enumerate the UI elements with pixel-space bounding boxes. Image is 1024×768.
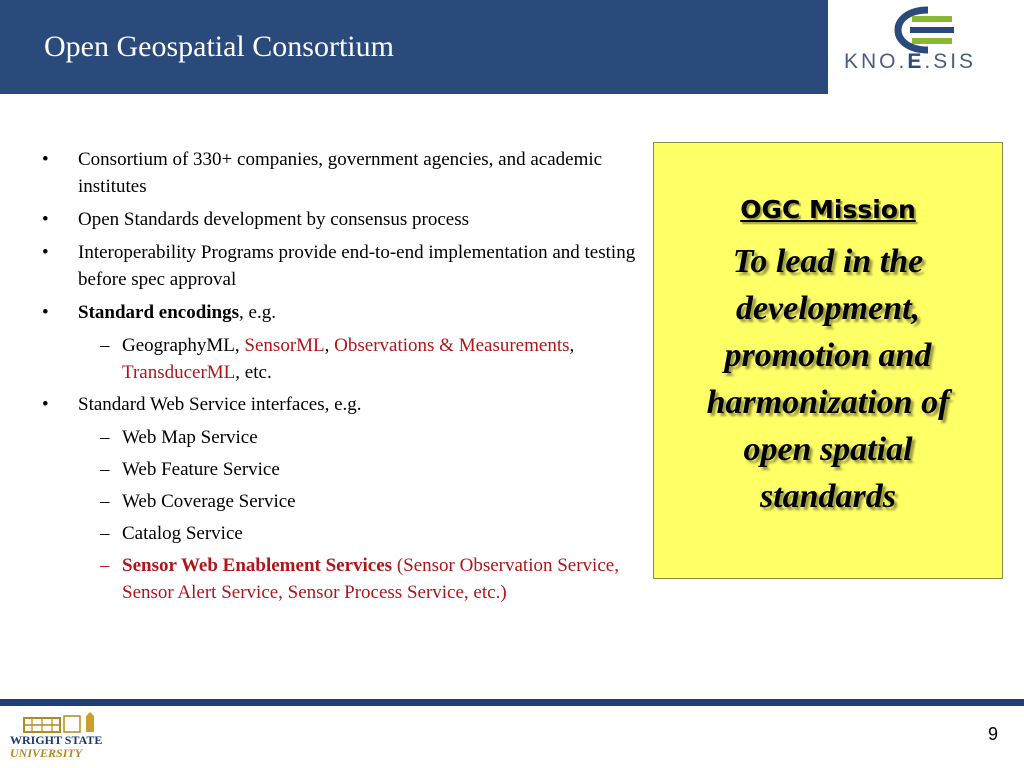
knoesis-logo-text: KNO.E.SIS — [844, 50, 977, 73]
mission-text: To lead in the development, promotion and harmonization of open spatial standards — [706, 243, 950, 515]
page-number: 9 — [988, 724, 999, 744]
list-item: • Open Standards development by consensus process — [40, 206, 640, 233]
bullet-content — [40, 146, 640, 611]
list-item: • Consortium of 330+ companies, government agencies, and academic institutes — [40, 146, 640, 200]
list-item: • Interoperability Programs provide end-to-end implementation and testing before spec approval — [40, 239, 640, 293]
list-subitem: – Catalog Service — [40, 520, 640, 547]
knoesis-logo — [828, 0, 1024, 94]
list-subitem: – Sensor Web Enablement Services (Sensor Observation Service, Sensor Alert Service, Sensor Process Service, etc.) — [40, 552, 640, 606]
list-subitem: – Web Coverage Service — [40, 488, 640, 515]
bullet-list — [40, 146, 640, 606]
list-item: • Standard Web Service interfaces, e.g. — [40, 391, 640, 418]
slide-title: Open Geospatial Consortium — [44, 30, 394, 63]
list-subitem: – GeographyML, SensorML, Observations & Measurements, TransducerML, etc. — [40, 332, 640, 386]
list-item: • Standard encodings, e.g. — [40, 299, 640, 326]
list-subitem: – Web Feature Service — [40, 456, 640, 483]
list-subitem: – Web Map Service — [40, 424, 640, 451]
header-bar — [0, 0, 1024, 94]
university-logo-text: WRIGHT STATE UNIVERSITY — [10, 733, 103, 760]
mission-title: OGC Mission — [740, 195, 916, 224]
footer-bar — [0, 699, 1024, 706]
mission-box — [653, 142, 1003, 579]
knoesis-e-icon — [888, 6, 968, 54]
